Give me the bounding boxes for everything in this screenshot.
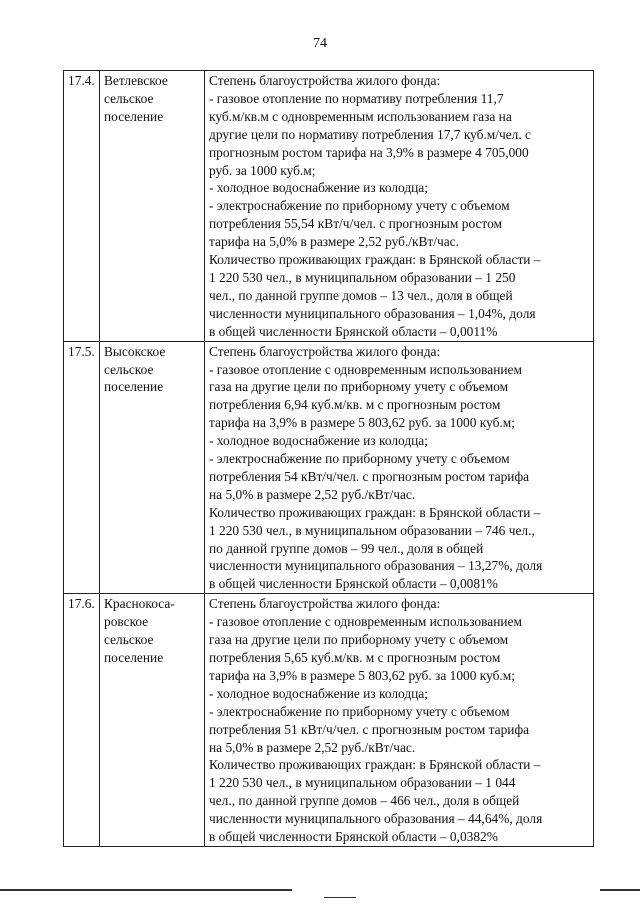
settlement-name-line: сельское xyxy=(104,361,154,377)
housing-description xyxy=(205,594,594,847)
settlement-name-line: поселение xyxy=(104,108,164,124)
settlement-name-line: поселение xyxy=(104,379,164,395)
tariff-table xyxy=(63,70,594,847)
description-line: в общей численности Брянской области – 0,0382% xyxy=(209,829,498,845)
description-line: - газовое отопление с одновременным использованием xyxy=(209,614,522,630)
settlement-name-line: Краснокоса- xyxy=(104,596,175,612)
description-line: другие цели по нормативу потребления 17,7 куб.м/чел. с xyxy=(209,126,532,142)
description-line: тарифа на 3,9% в размере 5 803,62 руб. за 1000 куб.м; xyxy=(209,415,515,431)
description-line: прогнозным ростом тарифа на 3,9% в размере 4 705,000 xyxy=(209,144,529,160)
table-row xyxy=(64,341,594,594)
settlement-name-line: сельское xyxy=(104,632,154,648)
description-line: потребления 51 кВт/ч/чел. с прогнозным ростом тарифа xyxy=(209,721,530,737)
description-line: численности муниципального образования – 1,04%, доля xyxy=(209,305,536,321)
description-line: - холодное водоснабжение из колодца; xyxy=(209,433,428,449)
description-line: Количество проживающих граждан: в Брянской области – xyxy=(209,504,541,520)
description-line: потребления 6,94 куб.м/кв. м с прогнозным ростом xyxy=(209,397,501,413)
settlement-name-line: ровское xyxy=(104,614,149,630)
description-line: газа на другие цели по приборному учету с объемом xyxy=(209,379,509,395)
description-line: куб.м/кв.м с одновременным использованием газа на xyxy=(209,108,512,124)
settlement-name xyxy=(100,594,205,847)
description-line: 1 220 530 чел., в муниципальном образовании – 746 чел., xyxy=(209,522,535,538)
description-line: численности муниципального образования – 13,27%, доля xyxy=(209,558,543,574)
settlement-name-line: Ветлевское xyxy=(104,73,168,88)
description-line: Степень благоустройства жилого фонда: xyxy=(209,73,441,88)
description-line: Количество проживающих граждан: в Брянской области – xyxy=(209,252,541,268)
description-line: - электроснабжение по приборному учету с объемом xyxy=(209,198,510,214)
description-line: тарифа на 5,0% в размере 2,52 руб./кВт/час. xyxy=(209,234,459,250)
scan-artifact-line xyxy=(324,897,356,898)
description-line: 1 220 530 чел., в муниципальном образовании – 1 044 xyxy=(209,775,516,791)
page-number: 74 xyxy=(313,36,327,51)
settlement-name-line: сельское xyxy=(104,90,154,106)
settlement-name-line: поселение xyxy=(104,650,164,665)
housing-description xyxy=(205,341,594,594)
scan-artifact-line xyxy=(600,889,640,891)
housing-description xyxy=(205,71,594,342)
description-line: чел., по данной группе домов – 466 чел., доля в общей xyxy=(209,793,520,809)
description-line: в общей численности Брянской области – 0,0081% xyxy=(209,576,498,592)
description-line: руб. за 1000 куб.м; xyxy=(209,162,316,178)
description-line: - электроснабжение по приборному учету с объемом xyxy=(209,451,510,467)
scan-artifact-line xyxy=(0,889,292,891)
description-line: - газовое отопление по нормативу потребления 11,7 xyxy=(209,90,504,106)
description-line: Степень благоустройства жилого фонда: xyxy=(209,596,441,612)
description-line: на 5,0% в размере 2,52 руб./кВт/час. xyxy=(209,486,416,502)
description-line: численности муниципального образования – 44,64%, доля xyxy=(209,811,543,827)
settlement-name xyxy=(100,71,205,342)
description-line: тарифа на 3,9% в размере 5 803,62 руб. за 1000 куб.м; xyxy=(209,667,515,683)
description-line: газа на другие цели по приборному учету с объемом xyxy=(209,632,509,648)
description-line: Количество проживающих граждан: в Брянской области – xyxy=(209,757,541,773)
description-line: - электроснабжение по приборному учету с объемом xyxy=(209,703,510,719)
row-number: 17.4. xyxy=(64,71,100,342)
description-line: - холодное водоснабжение из колодца; xyxy=(209,180,428,196)
description-line: потребления 5,65 куб.м/кв. м с прогнозным ростом xyxy=(209,650,501,665)
description-line: потребления 54 кВт/ч/чел. с прогнозным ростом тарифа xyxy=(209,468,530,484)
description-line: 1 220 530 чел., в муниципальном образовании – 1 250 xyxy=(209,269,516,285)
row-number: 17.6. xyxy=(64,594,100,847)
description-line: - холодное водоснабжение из колодца; xyxy=(209,685,428,701)
settlement-name-line: Высокское xyxy=(104,343,166,359)
description-line: на 5,0% в размере 2,52 руб./кВт/час. xyxy=(209,739,416,755)
description-line: потребления 55,54 кВт/ч/чел. с прогнозным ростом xyxy=(209,216,503,232)
description-line: в общей численности Брянской области – 0,0011% xyxy=(209,323,498,339)
description-line: по данной группе домов – 99 чел., доля в общей xyxy=(209,540,484,556)
table-row xyxy=(64,71,594,342)
row-number: 17.5. xyxy=(64,341,100,594)
description-line: чел., по данной группе домов – 13 чел., доля в общей xyxy=(209,287,513,303)
settlement-name xyxy=(100,341,205,594)
description-line: - газовое отопление с одновременным использованием xyxy=(209,361,522,377)
table-row xyxy=(64,594,594,847)
description-line: Степень благоустройства жилого фонда: xyxy=(209,343,441,359)
